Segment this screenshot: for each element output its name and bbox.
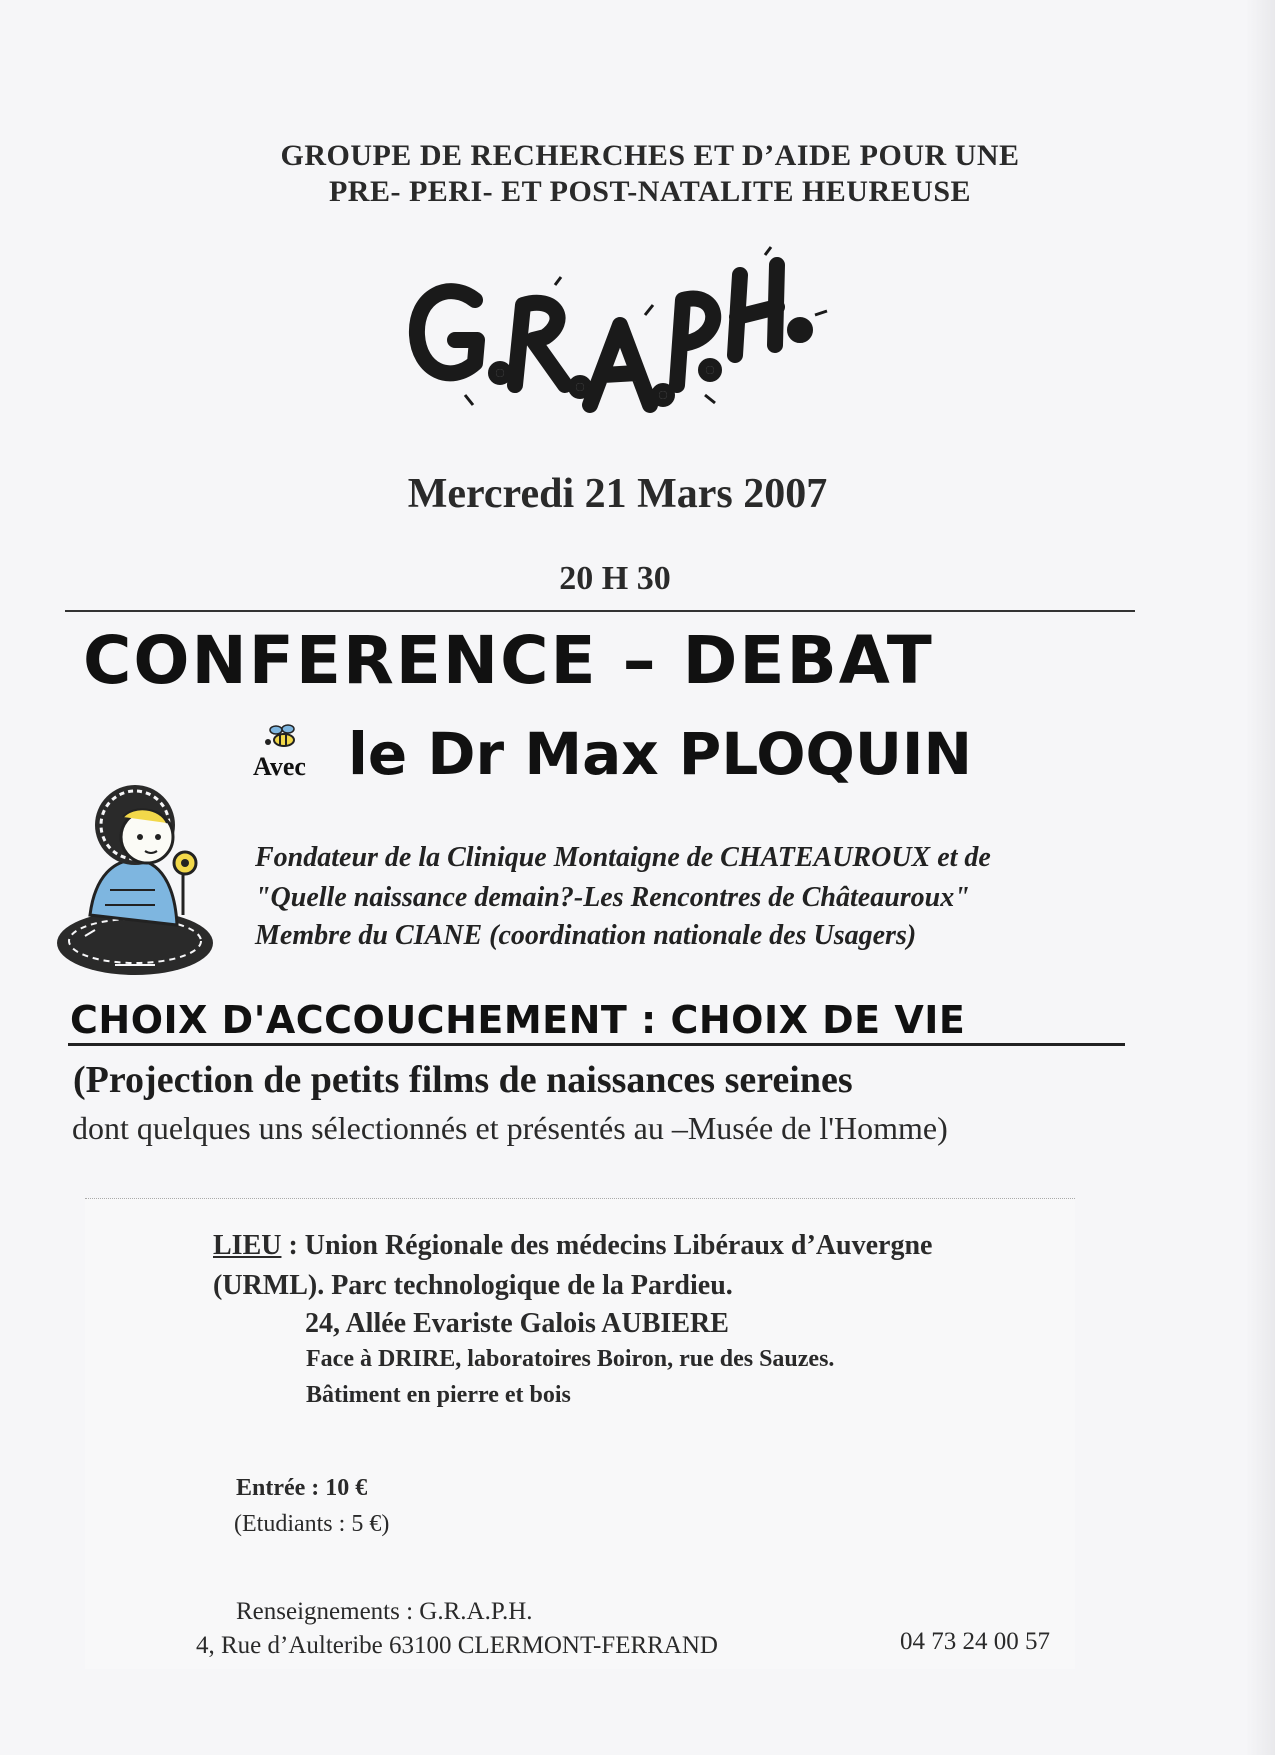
- subtitle: CHOIX D'ACCOUCHEMENT : CHOIX DE VIE: [70, 998, 966, 1042]
- bio-line-3: Membre du CIANE (coordination nationale des Usagers): [255, 920, 917, 951]
- venue-line-5: Bâtiment en pierre et bois: [306, 1382, 571, 1408]
- student-price: (Etudiants : 5 €): [234, 1511, 390, 1537]
- bee-icon: [262, 722, 302, 752]
- org-line-2: PRE- PERI- ET POST-NATALITE HEUREUSE: [328, 175, 972, 208]
- venue-line-4: Face à DRIRE, laboratoires Boiron, rue des Sauzes.: [306, 1346, 835, 1372]
- venue-line-2: (URML). Parc technologique de la Pardieu.: [213, 1270, 733, 1301]
- projection-line-2: dont quelques uns sélectionnés et présentés au –Musée de l'Homme): [72, 1110, 948, 1146]
- page-edge: [1245, 0, 1275, 1755]
- venue-label: LIEU: [213, 1230, 282, 1261]
- projection-line-1: (Projection de petits films de naissances sereines: [73, 1059, 853, 1101]
- avec-label: Avec: [253, 752, 306, 781]
- entry-price: Entrée : 10 €: [236, 1475, 368, 1501]
- venue-panel: [85, 1198, 1075, 1669]
- contact-info: Renseignements : G.R.A.P.H.: [236, 1598, 533, 1625]
- guest-name: le Dr Max PLOQUIN: [348, 720, 973, 788]
- venue-line-3: 24, Allée Evariste Galois AUBIERE: [305, 1308, 729, 1339]
- venue-text: : Union Régionale des médecins Libéraux d’Auvergne: [281, 1230, 933, 1261]
- venue-line-1: [213, 1230, 932, 1262]
- event-time: 20 H 30: [559, 560, 671, 597]
- divider: [65, 610, 1135, 612]
- bio-line-1: Fondateur de la Clinique Montaigne de CHATEAUROUX et de: [255, 842, 991, 873]
- org-line-1: GROUPE DE RECHERCHES ET D’AIDE POUR UNE: [280, 139, 1020, 172]
- subtitle-underline: [68, 1043, 1125, 1046]
- event-date: Mercredi 21 Mars 2007: [407, 471, 828, 517]
- bio-line-2: "Quelle naissance demain?-Les Rencontres de Châteauroux": [255, 882, 970, 913]
- child-illustration: [55, 765, 235, 980]
- contact-address: 4, Rue d’Aulteribe 63100 CLERMONT-FERRAND: [196, 1632, 718, 1659]
- organization-name: [0, 138, 1275, 210]
- contact-phone: 04 73 24 00 57: [900, 1628, 1050, 1655]
- event-title: CONFERENCE – DEBAT: [83, 622, 934, 699]
- graph-logo: [405, 245, 835, 445]
